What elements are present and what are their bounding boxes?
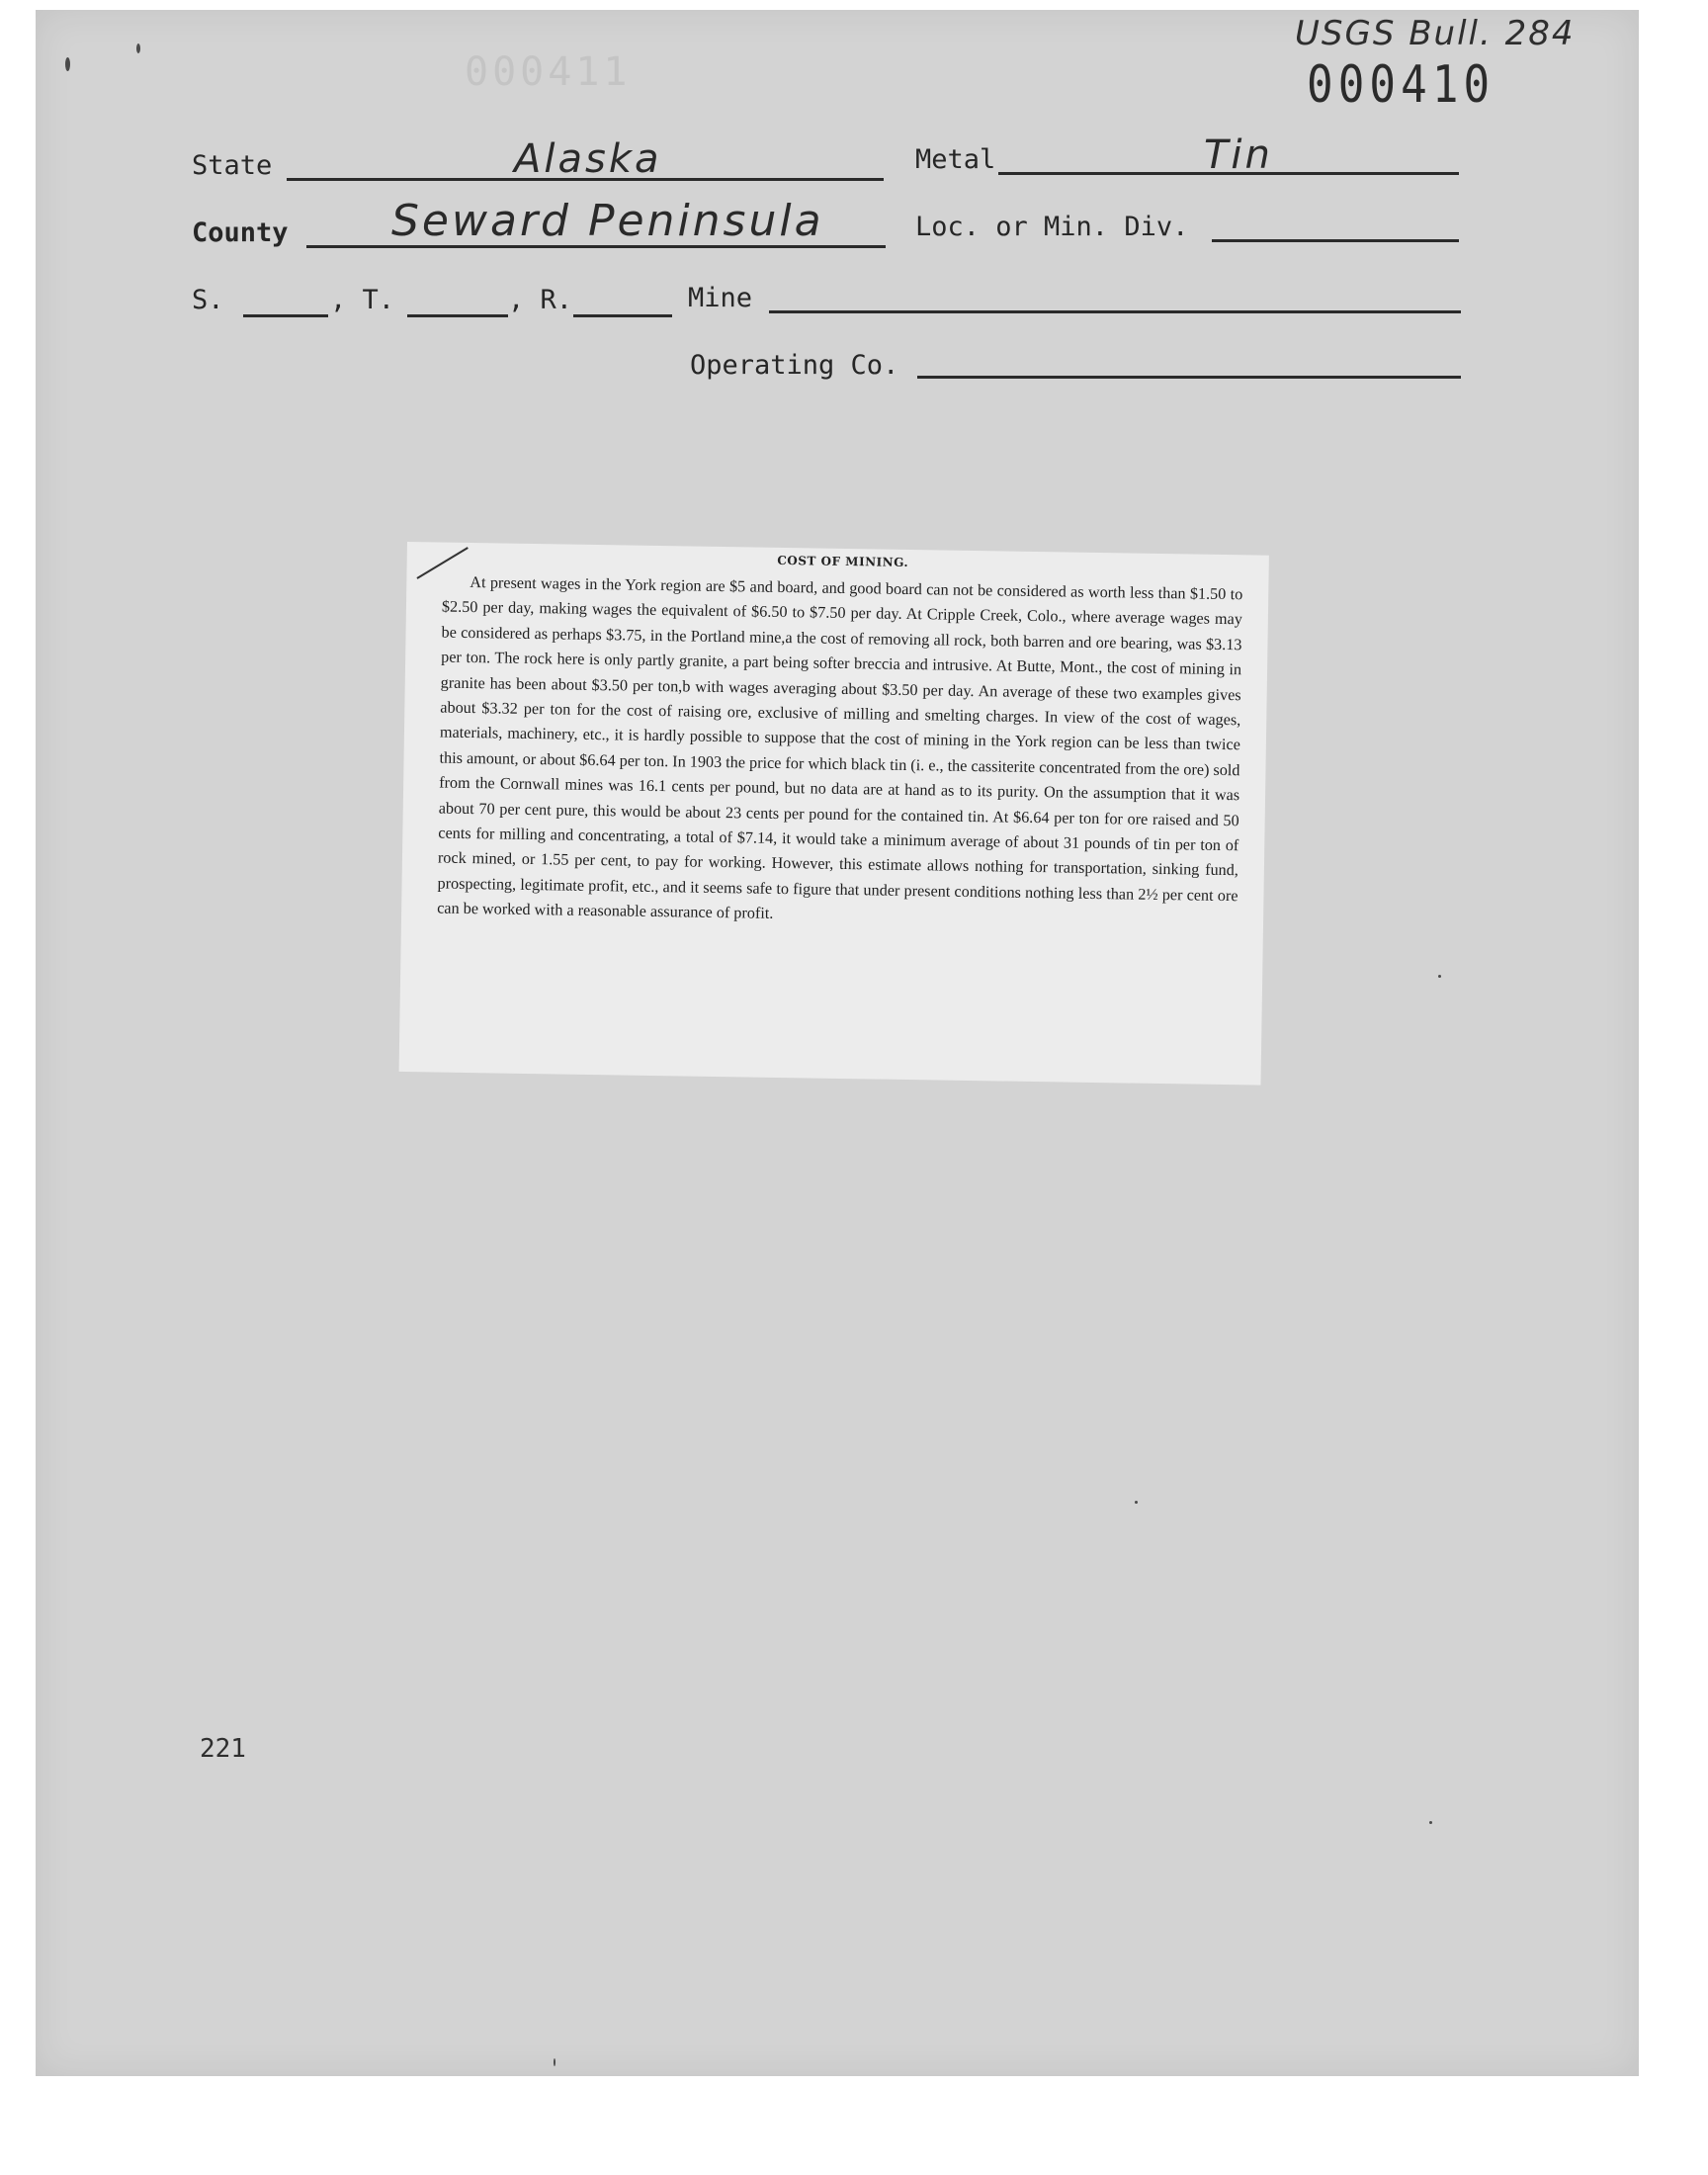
scan-speck — [65, 57, 70, 71]
loc-min-div-field-line — [1212, 239, 1459, 242]
scan-speck — [554, 2058, 555, 2066]
metal-label: Metal — [915, 144, 996, 175]
operating-co-field-line — [917, 376, 1461, 379]
usgs-reference: USGS Bull. 284 — [1295, 14, 1576, 53]
mine-field-line — [769, 310, 1461, 313]
state-label: State — [192, 150, 273, 181]
clipping-body: At present wages in the York region are $5 and board, and good board can not be considered as worth less than $1.50 to $2.50 per day, making wages the equivalent of $6.50 to $7.50 per day. At Cripple Creek, Colo., where average wages may be considered as perhaps $3.75, in the Portland mine,a the cost of removing all rock, both barren and ore bearing, was $3.13 per ton. The rock here is only partly granite, a part being softer breccia and intrusive. At Butte, Mont., the cost of mining in granite has been about $3.50 per ton,b with wages averaging about $3.50 per day. An average of these two examples gives about $3.32 per ton for the cost of raising ore, exclusive of milling and smelting charges. In view of the cost of wages, materials, machinery, etc., it is hardly possible to suppose that the cost of mining in the York region can be less than twice this amount, or about $6.64 per ton. In 1903 the price for which black tin (i. e., the cassiterite concentrated from the ore) sold from the Cornwall mines was 16.1 cents per pound, but no data are at hand as to its purity. On the assumption that it was about 70 per cent pure, this would be about 23 cents per pound for the contained tin. At $6.64 per ton for ore raised and 50 cents for milling and concentrating, a total of $7.14, it would take a minimum average of about 31 pounds of tin per ton of rock mined, or 1.55 per cent, to pay for working. However, this estimate allows nothing for transportation, sinking fund, prospecting, legitimate profit, etc., and it seems safe to figure that under present conditions nothing less than 2½ per cent ore can be worked with a reasonable assurance of profit. — [437, 573, 1243, 923]
bulletin-clipping — [399, 542, 1269, 1086]
county-value: Seward Peninsula — [391, 196, 824, 246]
scan-speck — [1135, 1501, 1138, 1504]
scan-speck — [136, 44, 140, 53]
township-field-line — [407, 314, 508, 317]
mine-label: Mine — [688, 283, 753, 313]
township-label: , T. — [330, 285, 395, 315]
clipping-title: COST OF MINING. — [777, 553, 909, 569]
page-number: 221 — [200, 1734, 246, 1764]
range-field-line — [573, 314, 672, 317]
loc-min-div-label: Loc. or Min. Div. — [915, 212, 1189, 242]
section-label: S. — [192, 285, 224, 315]
ghost-id-bleedthrough: 000411 — [465, 49, 632, 95]
section-field-line — [243, 314, 328, 317]
scan-speck — [1429, 1821, 1432, 1824]
scan-speck — [1438, 975, 1441, 978]
metal-value: Tin — [1204, 132, 1273, 178]
state-value: Alaska — [514, 136, 662, 182]
county-label: County — [192, 218, 289, 248]
range-label: , R. — [508, 285, 573, 315]
operating-co-label: Operating Co. — [690, 350, 899, 381]
document-number: 000410 — [1307, 55, 1495, 115]
